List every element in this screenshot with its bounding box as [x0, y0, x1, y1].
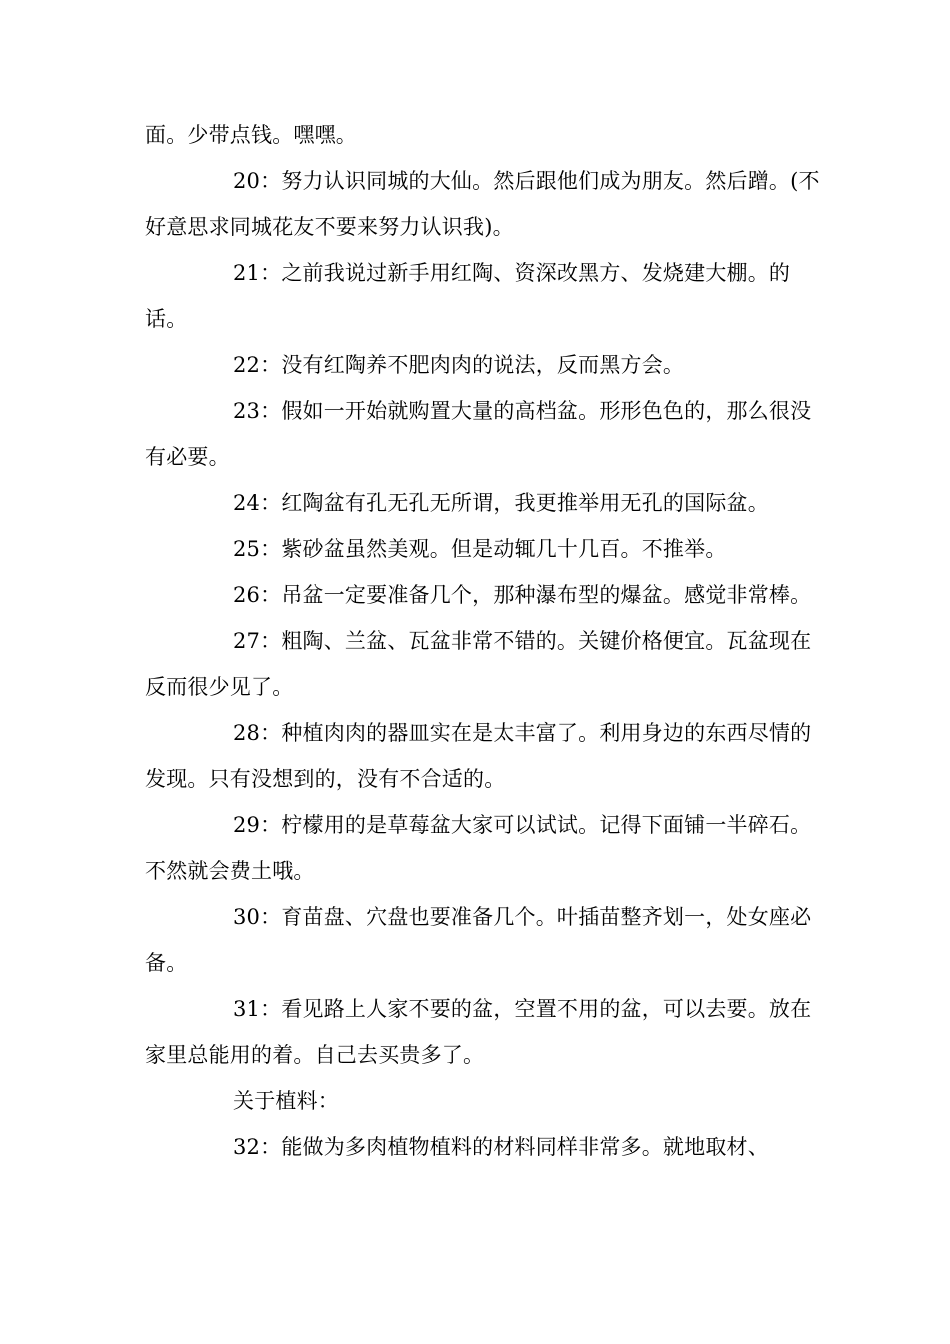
paragraph-continuation: 面。少带点钱。嘿嘿。: [145, 123, 357, 147]
paragraph-item-31: 31：看见路上人家不要的盆，空置不用的盆，可以去要。放在家里总能用的着。自己去买贵多了。: [145, 997, 812, 1067]
paragraph-item-21: 21：之前我说过新手用红陶、资深改黑方、发烧建大棚。的话。: [145, 261, 791, 331]
paragraph-item-29: 29：柠檬用的是草莓盆大家可以试试。记得下面铺一半碎石。不然就会费土哦。: [145, 813, 812, 883]
document-body: [145, 112, 825, 1170]
paragraph-item-24: 24：红陶盆有孔无孔无所谓，我更推举用无孔的国际盆。: [233, 491, 769, 515]
paragraph-item-28: 28：种植肉肉的器皿实在是太丰富了。利用身边的东西尽情的发现。只有没想到的，没有不合适的。: [145, 721, 812, 791]
paragraph-item-25: 25：紫砂盆虽然美观。但是动辄几十几百。不推举。: [233, 537, 727, 561]
paragraph-item-20: 20：努力认识同城的大仙。然后跟他们成为朋友。然后蹭。(不好意思求同城花友不要来努力认识我)。: [145, 169, 820, 239]
paragraph-item-27: 27：粗陶、兰盆、瓦盆非常不错的。关键价格便宜。瓦盆现在反而很少见了。: [145, 629, 812, 699]
paragraph-item-30: 30：育苗盘、穴盘也要准备几个。叶插苗整齐划一，处女座必备。: [145, 905, 812, 975]
section-heading-substrate: 关于植料：: [233, 1089, 339, 1113]
paragraph-item-32: 32：能做为多肉植物植料的材料同样非常多。就地取材、: [233, 1135, 769, 1159]
paragraph-item-26: 26：吊盆一定要准备几个，那种瀑布型的爆盆。感觉非常棒。: [233, 583, 812, 607]
paragraph-item-22: 22：没有红陶养不肥肉肉的说法，反而黑方会。: [233, 353, 685, 377]
paragraph-item-23: 23：假如一开始就购置大量的高档盆。形形色色的，那么很没有必要。: [145, 399, 812, 469]
